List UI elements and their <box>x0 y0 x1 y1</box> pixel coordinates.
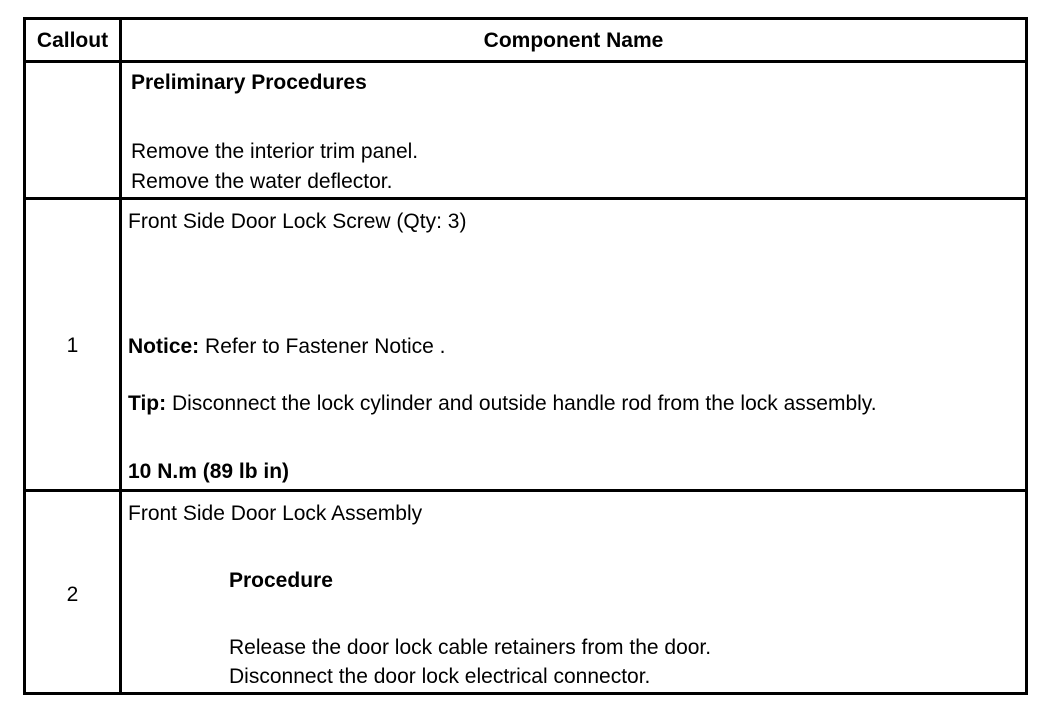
tip-label: Tip: <box>128 392 167 415</box>
component-name: Front Side Door Lock Assembly <box>128 502 423 525</box>
procedure-heading: Procedure <box>229 569 333 592</box>
procedure-step: Release the door lock cable retainers from the door. <box>229 636 712 659</box>
row-divider-preliminary <box>26 197 1025 200</box>
column-divider <box>119 20 122 692</box>
notice-label: Notice: <box>128 335 200 358</box>
torque-spec: 10 N.m (89 lb in) <box>128 460 290 483</box>
row-divider-row1 <box>26 489 1025 492</box>
callout-number: 2 <box>66 583 79 606</box>
notice-text: Refer to Fastener Notice . <box>199 335 446 358</box>
row-divider-header <box>26 60 1025 63</box>
notice-line <box>128 335 445 359</box>
tip-line <box>128 392 877 416</box>
preliminary-heading: Preliminary Procedures <box>131 71 367 94</box>
header-component-name: Component Name <box>483 29 664 52</box>
header-callout: Callout <box>36 29 109 52</box>
component-table <box>23 17 1028 695</box>
component-name: Front Side Door Lock Screw (Qty: 3) <box>128 210 467 233</box>
procedure-step: Disconnect the door lock electrical connector. <box>229 665 651 688</box>
preliminary-step: Remove the water deflector. <box>131 170 393 193</box>
callout-number: 1 <box>66 334 79 357</box>
tip-text: Disconnect the lock cylinder and outside handle rod from the lock assembly. <box>166 392 877 415</box>
preliminary-step: Remove the interior trim panel. <box>131 140 419 163</box>
